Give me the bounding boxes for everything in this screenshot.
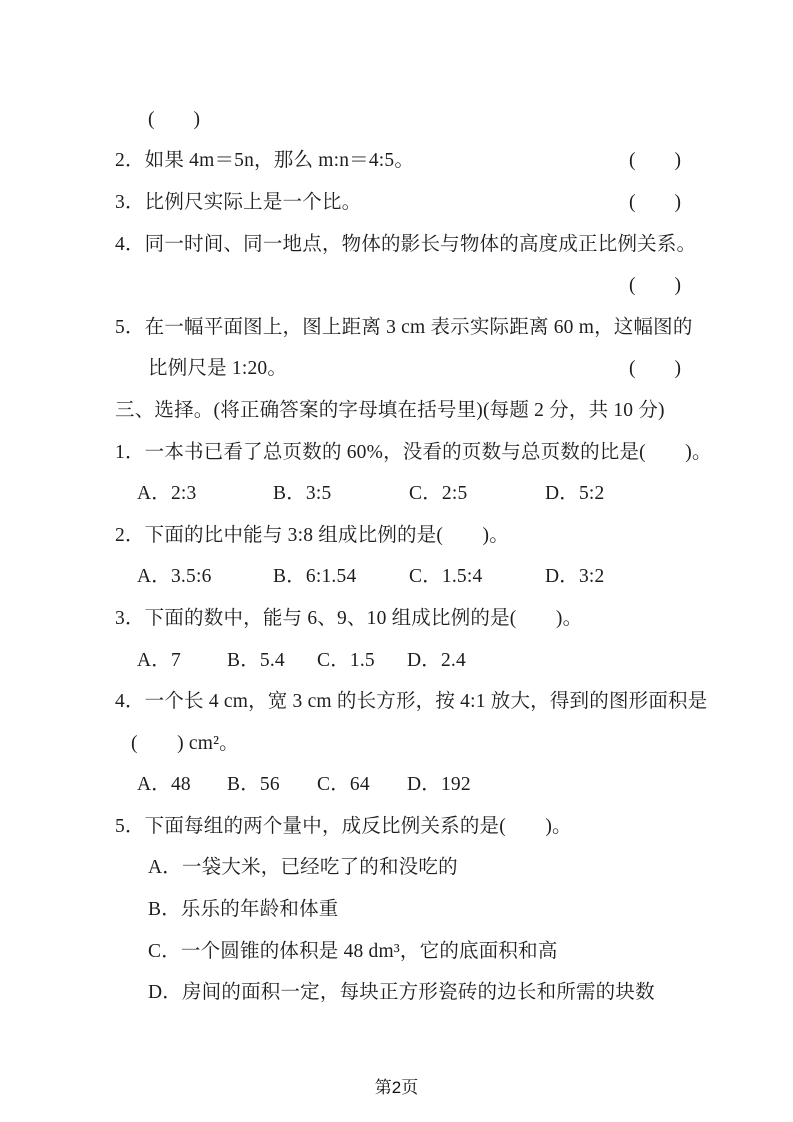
judge-item-5-text-line1: 5．在一幅平面图上，图上距离 3 cm 表示实际距离 60 m，这幅图的: [115, 316, 693, 338]
choice-q3-stem-text: 3．下面的数中，能与 6、9、10 组成比例的是( )。: [115, 607, 583, 629]
choice-q4-stem-text-line1: 4．一个长 4 cm，宽 3 cm 的长方形，按 4:1 放大，得到的图形面积是: [115, 691, 708, 713]
judge-item-5-line2: [115, 346, 681, 388]
judge-item-4-text: 4．同一时间、同一地点，物体的影长与物体的高度成正比例关系。: [115, 233, 697, 255]
choice-q3-options: [115, 637, 681, 679]
section-title: 三、选择。(将正确答案的字母填在括号里)(每题 2 分，共 10 分): [115, 399, 665, 421]
choice-q4-option-d: D．192: [407, 774, 471, 796]
choice-q1-option-a: A．2:3: [137, 483, 197, 505]
choice-q2-option-a: A．3.5:6: [137, 566, 212, 588]
choice-q5-option-d-text: D．房间的面积一定，每块正方形瓷砖的边长和所需的块数: [148, 982, 655, 1004]
choice-q2-option-c: C．1.5:4: [409, 566, 483, 588]
choice-q5-option-a-text: A．一袋大米，已经吃了的和没吃的: [148, 857, 458, 879]
choice-q4-option-a: A．48: [137, 774, 191, 796]
worksheet-page-body: [115, 96, 712, 1011]
choice-q3-option-a: A．7: [137, 649, 181, 671]
choice-q3-option-c: C．1.5: [317, 649, 375, 671]
choice-q2-option-b: B．6:1.54: [273, 566, 357, 588]
choice-section-header: [115, 387, 681, 429]
answer-bracket: ( ): [629, 358, 681, 380]
choice-q4-option-c: C．64: [317, 774, 370, 796]
choice-q4-option-b: B．56: [227, 774, 280, 796]
choice-q2-option-d: D．3:2: [545, 566, 605, 588]
choice-q2-stem: [115, 512, 681, 554]
choice-q1-stem: [115, 429, 712, 471]
choice-q3-stem: [115, 595, 681, 637]
judge-item-3: [115, 179, 681, 221]
choice-q4-stem-line1: [115, 678, 708, 720]
choice-q4-stem-line2: [115, 720, 681, 762]
judge-item-2: [115, 138, 681, 180]
choice-q1-option-c: C．2:5: [409, 483, 468, 505]
choice-q5-option-c-text: C．一个圆锥的体积是 48 dm³，它的底面积和高: [148, 940, 558, 962]
answer-bracket: ( ): [629, 191, 681, 213]
judge-item-4: [115, 221, 697, 263]
answer-bracket: ( ): [148, 108, 200, 130]
choice-q5-option-b: [115, 886, 681, 928]
choice-q4-options: [115, 762, 681, 804]
choice-q1-options: [115, 470, 681, 512]
choice-q4-stem-text-line2: ( ) cm²。: [131, 732, 239, 754]
choice-q5-option-c: [115, 928, 681, 970]
choice-q3-option-b: B．5.4: [227, 649, 285, 671]
choice-q1-option-d: D．5:2: [545, 483, 605, 505]
choice-q5-stem-text: 5．下面每组的两个量中，成反比例关系的是( )。: [115, 815, 572, 837]
choice-q1-stem-text: 1．一本书已看了总页数的 60%，没看的页数与总页数的比是( )。: [115, 441, 712, 463]
answer-bracket: ( ): [629, 150, 681, 172]
choice-q5-option-d: [115, 969, 681, 1011]
choice-q1-option-b: B．3:5: [273, 483, 332, 505]
judge-item-3-text: 3．比例尺实际上是一个比。: [115, 191, 362, 213]
answer-bracket: ( ): [629, 275, 681, 297]
choice-q5-option-a: [115, 845, 681, 887]
judge-item-1-answer-bracket: [115, 96, 681, 138]
judge-item-4-answer-line: [115, 262, 681, 304]
choice-q5-option-b-text: B．乐乐的年龄和体重: [148, 899, 339, 921]
judge-item-2-text: 2．如果 4m＝5n，那么 m:n＝4:5。: [115, 150, 415, 172]
choice-q2-stem-text: 2．下面的比中能与 3:8 组成比例的是( )。: [115, 524, 509, 546]
judge-item-5-line1: [115, 304, 693, 346]
judge-item-5-text-line2: 比例尺是 1:20。: [148, 358, 288, 380]
choice-q2-options: [115, 554, 681, 596]
choice-q3-option-d: D．2.4: [407, 649, 466, 671]
choice-q5-stem: [115, 803, 681, 845]
page-number: 第2页: [374, 1078, 419, 1097]
